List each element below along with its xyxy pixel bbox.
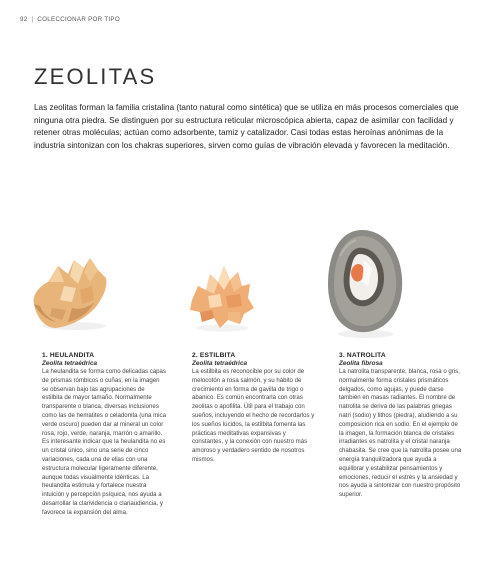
page-title: ZEOLITAS [34,64,157,89]
mineral-number: 3. [339,352,345,359]
mineral-entry-natrolita [339,352,463,500]
mineral-number: 1. [42,352,48,359]
mineral-heading [192,352,316,359]
intro-paragraph: Las zeolitas forman la familia cristalina (tanto natural como sintética) que se utiliza en más procesos comerciales que ninguna otra piedra. Se distinguen por su estructura reticular microscópica abierta, capaz de asimilar con facilidad y retener otras moléculas; actúan como adsorbente, tamiz y catalizador. Casi todas estas heroínas anónimas de la industria sintonizan con los chakras superiores, sirven como guías de vibración elevada y favorecen la meditación. [34,103,459,150]
mineral-classification: Zeolita tetraédrica [192,360,248,367]
mineral-classification: Zeolita fibrosa [339,360,383,367]
section-title: COLECCIONAR POR TIPO [37,16,120,23]
mineral-number: 2. [192,352,198,359]
mineral-name: NATROLITA [346,352,386,359]
estilbita-photo [184,260,260,332]
page-number: 92 [20,16,28,23]
mineral-classification: Zeolita tetraédrica [42,360,98,367]
mineral-description: La heulandita se forma como delicadas capas de prismas rómbicos o cuñas; en la imagen se observan bajo las agrupaciones de estilbita de mayor tamaño. Normalmente transparente o blanca, diversas inclusiones como las de hematites o celadonita (una mica verde oscuro) pueden dar al mineral un color rosa, rojo, verde, naranja, marrón o amarillo. Es interesante indicar que la heulandita no es un cristal único, sino una serie de cinco variaciones, cada una de ellas con una estructura molecular ligeramente diferente, aunque todas visualmente idénticas. La heulandita estimula y fortalece nuestra intuición y percepción psíquica, nos ayuda a desarrollar la clarividencia o clariaudiencia, y favorece la expansión del alma. [42,368,166,516]
header-separator: | [31,16,34,23]
natrolita-photo [322,226,406,340]
mineral-name: HEULANDITA [49,352,95,359]
mineral-description: La estilbita es reconocible por su color de melocotón a rosa salmón, y su hábito de crecimiento en forma de gavilla de trigo o abanico. Es común encontrarla con otras zeolitas o apofilita. Útil para el trabajo con sueños, incluyendo el hecho de recordarlos y los sueños lúcidos, la estilbita fomenta las prácticas meditativas expansivas y constantes, y la conexión con nuestro más amoroso y verdadero sentido de nosotros mismos. [192,368,315,463]
mineral-description: La natrolita transparente, blanca, rosa o gris, normalmente forma cristales prismáticos delgados, como agujas, y puede darse también en masas radiantes. El nombre de natrolita se deriva de las palabras griegas natri (sodio) y lithos (piedra), aludiendo a su composición rica en sodio. En el ejemplo de la imagen, la formación blanca de cristales irradiantes es natrolita y el cristal naranja chabasita. Se cree que la natrolita posee una energía tranquilizadora que ayuda a equilibrar y estabilizar pensamientos y emociones, reducir el estrés y la ansiedad y nos ayuda a sintonizar con nuestro propósito superior. [339,368,462,499]
mineral-entry-heulandita [42,352,166,518]
mineral-heading [42,352,166,359]
mineral-name: ESTILBITA [199,352,236,359]
mineral-heading [339,352,463,359]
heulandita-photo [28,252,116,332]
running-header [20,16,120,23]
mineral-entry-estilbita [192,352,316,465]
